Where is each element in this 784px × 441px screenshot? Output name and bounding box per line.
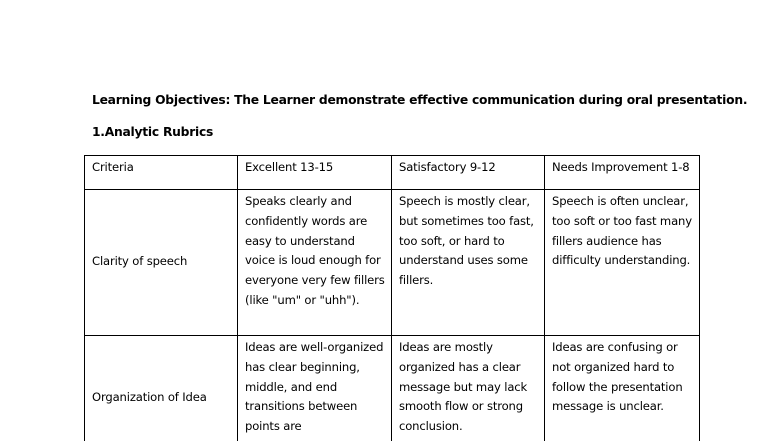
excellent-cell: Speaks clearly and confidently words are easy to understand voice is loud enough for everyone very few fillers (like "um" or "uhh").	[238, 190, 392, 336]
table-row	[85, 336, 700, 441]
analytic-rubric-table	[84, 155, 700, 441]
header-needs-improvement: Needs Improvement 1-8	[545, 156, 700, 190]
table-header-row	[85, 156, 700, 190]
header-criteria: Criteria	[85, 156, 238, 190]
needs-improvement-cell: Speech is often unclear, too soft or too fast many fillers audience has difficulty understanding.	[545, 190, 700, 336]
excellent-cell: Ideas are well-organized has clear beginning, middle, and end transitions between points are	[238, 336, 392, 441]
needs-improvement-cell: Ideas are confusing or not organized hard to follow the presentation message is unclear.	[545, 336, 700, 441]
criteria-cell: Organization of Idea	[85, 336, 238, 441]
table-row	[85, 190, 700, 336]
header-satisfactory: Satisfactory 9-12	[392, 156, 545, 190]
learning-objectives: Learning Objectives: The Learner demonstrate effective communication during oral presentation.	[92, 93, 748, 107]
criteria-cell: Clarity of speech	[85, 190, 238, 336]
header-excellent: Excellent 13-15	[238, 156, 392, 190]
section-heading: 1.Analytic Rubrics	[92, 125, 214, 139]
satisfactory-cell: Ideas are mostly organized has a clear message but may lack smooth flow or strong conclusion.	[392, 336, 545, 441]
satisfactory-cell: Speech is mostly clear, but sometimes too fast, too soft, or hard to understand uses some fillers.	[392, 190, 545, 336]
